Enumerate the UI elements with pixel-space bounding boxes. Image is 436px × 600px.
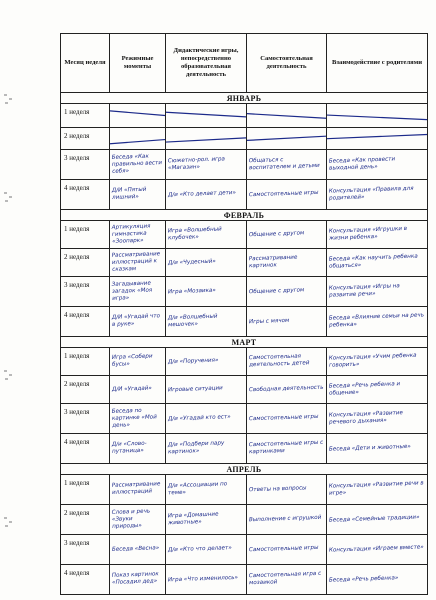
week-label: 1 неделя — [61, 348, 110, 376]
handwritten-entry: Консультация «Игры на развитие речи» — [328, 283, 400, 300]
handwritten-entry — [110, 114, 165, 118]
handwritten-entry: Д/и «Чудесный» — [167, 258, 216, 267]
handwritten-entry: Д/И «Угадай» — [111, 385, 152, 393]
week-label: 3 неделя — [61, 277, 110, 307]
week-row — [61, 475, 428, 505]
routine-cell — [110, 180, 166, 210]
parents-cell — [327, 565, 428, 595]
column-header-independent-activity: Самостоятельная деятельность — [247, 34, 327, 93]
table-body — [61, 93, 428, 595]
handwritten-entry: Игровые ситуации — [167, 385, 223, 394]
independent-activity-cell — [247, 307, 327, 337]
handwritten-entry: Слова и речь «Звуки природы» — [111, 508, 151, 530]
parents-cell — [327, 104, 428, 128]
handwritten-entry: Артикуляция гимнастика «Зоопарк» — [111, 223, 151, 245]
routine-cell — [110, 150, 166, 180]
routine-cell — [110, 565, 166, 595]
handwritten-entry: Консультация «Развитие речи в игре» — [328, 480, 424, 498]
didactic-game-cell — [166, 104, 247, 128]
column-header-didactic-games: Дидактические игры, непосредственно образовательная деятельность — [166, 34, 247, 93]
handwritten-entry: Беседа «Как научить ребенка общаться» — [328, 253, 418, 271]
binder-hole-mark — [4, 92, 14, 106]
didactic-game-cell — [166, 475, 247, 505]
week-label: 3 неделя — [61, 150, 110, 180]
independent-activity-cell — [247, 376, 327, 404]
handwritten-entry: Общение с другом — [248, 230, 305, 239]
month-title: АПРЕЛЬ — [61, 464, 428, 475]
month-row — [61, 464, 428, 475]
handwritten-entry: Самостоятельные игры — [248, 413, 319, 423]
month-title: МАРТ — [61, 337, 428, 348]
binder-hole-mark — [4, 515, 14, 529]
week-label: 2 неделя — [61, 249, 110, 277]
independent-activity-cell — [247, 277, 327, 307]
week-row — [61, 221, 428, 249]
independent-activity-cell — [247, 128, 327, 150]
didactic-game-cell — [166, 404, 247, 434]
routine-cell — [110, 104, 166, 128]
handwritten-entry: Беседа «Речь ребенка» — [328, 575, 399, 584]
activity-plan-table — [60, 33, 428, 595]
handwritten-entry: Самостоятельные игры — [248, 189, 319, 199]
week-row — [61, 150, 428, 180]
handwritten-entry: Самостоятельная игра с мозаикой — [248, 571, 322, 587]
month-row — [61, 337, 428, 348]
routine-cell — [110, 376, 166, 404]
didactic-game-cell — [166, 277, 247, 307]
week-row — [61, 565, 428, 595]
week-row — [61, 348, 428, 376]
week-label: 2 неделя — [61, 128, 110, 150]
didactic-game-cell — [166, 348, 247, 376]
week-row — [61, 434, 428, 464]
handwritten-entry: Консультация «Учим ребенка говорить» — [328, 352, 417, 370]
handwritten-entry: Беседа «Как провести выходной день» — [328, 156, 396, 173]
didactic-game-cell — [166, 249, 247, 277]
handwritten-entry: Беседа «Речь ребенка и общение» — [328, 381, 401, 398]
didactic-game-cell — [166, 505, 247, 535]
parents-cell — [327, 128, 428, 150]
handwritten-entry: Д/и «Ассоциации по теме» — [167, 481, 228, 497]
handwritten-entry: Ответы на вопросы — [248, 485, 307, 494]
didactic-game-cell — [166, 434, 247, 464]
handwritten-entry — [166, 136, 246, 141]
handwritten-entry: Рассматривание иллюстраций — [111, 481, 161, 497]
parents-cell — [327, 348, 428, 376]
column-header-month-week: Месяц неделя — [61, 34, 110, 93]
parents-cell — [327, 150, 428, 180]
handwritten-entry: Д/и «Волшебный мешочек» — [167, 313, 218, 329]
handwritten-entry: Свободная деятельность — [248, 384, 324, 394]
week-row — [61, 307, 428, 337]
parents-cell — [327, 404, 428, 434]
parents-cell — [327, 535, 428, 565]
handwritten-entry: Рассматривание иллюстраций к сказкам — [111, 250, 161, 273]
didactic-game-cell — [166, 128, 247, 150]
handwritten-entry: Показ картинок «Посадил дед» — [111, 571, 159, 587]
handwritten-entry: Общение с другом — [248, 287, 305, 296]
handwritten-entry: Д/и «Угадай кто ест» — [167, 414, 231, 423]
independent-activity-cell — [247, 150, 327, 180]
handwritten-entry: Игра «Мозаика» — [167, 287, 216, 296]
week-row — [61, 535, 428, 565]
handwritten-entry: Беседа «Как правильно вести себя» — [111, 153, 163, 175]
routine-cell — [110, 221, 166, 249]
week-label: 2 неделя — [61, 376, 110, 404]
handwritten-entry: Д/и «Слово-путаница» — [111, 440, 147, 456]
week-label: 4 неделя — [61, 565, 110, 595]
parents-cell — [327, 307, 428, 337]
month-title: ФЕВРАЛЬ — [61, 210, 428, 221]
independent-activity-cell — [247, 565, 327, 595]
week-row — [61, 104, 428, 128]
handwritten-entry: Консультация «Играем вместе» — [328, 544, 424, 554]
parents-cell — [327, 180, 428, 210]
routine-cell — [110, 277, 166, 307]
routine-cell — [110, 475, 166, 505]
handwritten-entry — [247, 113, 326, 118]
handwritten-entry: Д/И «Угадай что в руке» — [111, 313, 161, 329]
handwritten-entry: Игры с мячом — [248, 317, 290, 326]
binder-hole-mark — [4, 190, 14, 204]
didactic-game-cell — [166, 180, 247, 210]
week-row — [61, 180, 428, 210]
handwritten-entry — [247, 136, 326, 141]
independent-activity-cell — [247, 434, 327, 464]
handwritten-entry: Д/И «Пятый лишний» — [111, 186, 147, 202]
didactic-game-cell — [166, 376, 247, 404]
handwritten-entry — [166, 113, 246, 118]
handwritten-entry: Сюжетно-рол. игра «Магазин» — [167, 156, 226, 172]
handwritten-entry: Выполнение с игрушкой — [248, 514, 322, 524]
handwritten-entry: Беседа «Влияние семьи на речь ребенка» — [328, 312, 425, 330]
handwritten-entry — [110, 137, 165, 141]
week-row — [61, 376, 428, 404]
parents-cell — [327, 277, 428, 307]
handwritten-entry — [327, 136, 427, 141]
month-title: ЯНВАРЬ — [61, 93, 428, 104]
handwritten-entry: Консультация «Развитие речевого дыхания» — [328, 410, 404, 427]
handwritten-entry: Консультация «Игрушки в жизни ребенка» — [328, 226, 408, 243]
didactic-game-cell — [166, 535, 247, 565]
handwritten-entry: Рассматривание картинок — [248, 254, 298, 270]
week-label: 4 неделя — [61, 307, 110, 337]
handwritten-entry: Беседа «Семейные традиции» — [328, 514, 420, 524]
handwritten-entry: Игра «Волшебный клубочек» — [167, 226, 222, 242]
independent-activity-cell — [247, 249, 327, 277]
week-label: 3 неделя — [61, 535, 110, 565]
week-row — [61, 404, 428, 434]
binder-hole-mark — [4, 368, 14, 382]
handwritten-entry: Общаться с воспитателем и детьми — [248, 157, 320, 172]
routine-cell — [110, 404, 166, 434]
handwritten-entry: Д/и «Кто делает дети» — [167, 189, 237, 199]
didactic-game-cell — [166, 565, 247, 595]
independent-activity-cell — [247, 475, 327, 505]
routine-cell — [110, 535, 166, 565]
week-label: 2 неделя — [61, 505, 110, 535]
week-label: 4 неделя — [61, 180, 110, 210]
week-label: 1 неделя — [61, 475, 110, 505]
parents-cell — [327, 434, 428, 464]
week-label: 1 неделя — [61, 104, 110, 128]
handwritten-entry: Загадывание загадок «Моя игра» — [111, 280, 153, 302]
month-row — [61, 210, 428, 221]
handwritten-entry: Самостоятельные игры с картинками — [248, 440, 324, 456]
handwritten-entry: Самостоятельная деятельность детей — [248, 353, 310, 369]
independent-activity-cell — [247, 535, 327, 565]
handwritten-entry: Беседа «Весна» — [111, 545, 160, 553]
parents-cell — [327, 221, 428, 249]
didactic-game-cell — [166, 221, 247, 249]
handwritten-entry: Игра «Что изменилось» — [167, 574, 239, 584]
independent-activity-cell — [247, 104, 327, 128]
week-row — [61, 277, 428, 307]
routine-cell — [110, 307, 166, 337]
independent-activity-cell — [247, 180, 327, 210]
table-header-row — [61, 34, 428, 93]
parents-cell — [327, 505, 428, 535]
routine-cell — [110, 128, 166, 150]
routine-cell — [110, 249, 166, 277]
routine-cell — [110, 348, 166, 376]
month-row — [61, 93, 428, 104]
independent-activity-cell — [247, 221, 327, 249]
week-row — [61, 249, 428, 277]
handwritten-entry: Игра «Домашние животные» — [167, 511, 219, 527]
week-row — [61, 505, 428, 535]
parents-cell — [327, 376, 428, 404]
week-label: 4 неделя — [61, 434, 110, 464]
parents-cell — [327, 249, 428, 277]
handwritten-entry: Игра «Собери бусы» — [111, 353, 153, 369]
handwritten-entry: Беседа «Дети и животные» — [328, 443, 411, 453]
didactic-game-cell — [166, 150, 247, 180]
handwritten-entry: Д/и «Кто что делает» — [167, 544, 232, 554]
independent-activity-cell — [247, 404, 327, 434]
handwritten-entry: Самостоятельные игры — [248, 544, 319, 554]
column-header-parents: Взаимодействие с родителями — [327, 34, 428, 93]
week-label: 3 неделя — [61, 404, 110, 434]
independent-activity-cell — [247, 505, 327, 535]
routine-cell — [110, 434, 166, 464]
routine-cell — [110, 505, 166, 535]
parents-cell — [327, 475, 428, 505]
handwritten-entry: Консультация «Правила для родителей» — [328, 186, 414, 203]
handwritten-entry — [327, 113, 427, 118]
didactic-game-cell — [166, 307, 247, 337]
week-row — [61, 128, 428, 150]
handwritten-entry: Д/и «Поручения» — [167, 357, 219, 366]
column-header-routine: Режимные моменты — [110, 34, 166, 93]
independent-activity-cell — [247, 348, 327, 376]
week-label: 1 неделя — [61, 221, 110, 249]
handwritten-entry: Д/и «Подбери пару картинок» — [167, 440, 225, 456]
handwritten-entry: Беседа по картинке «Мой день» — [111, 407, 157, 429]
